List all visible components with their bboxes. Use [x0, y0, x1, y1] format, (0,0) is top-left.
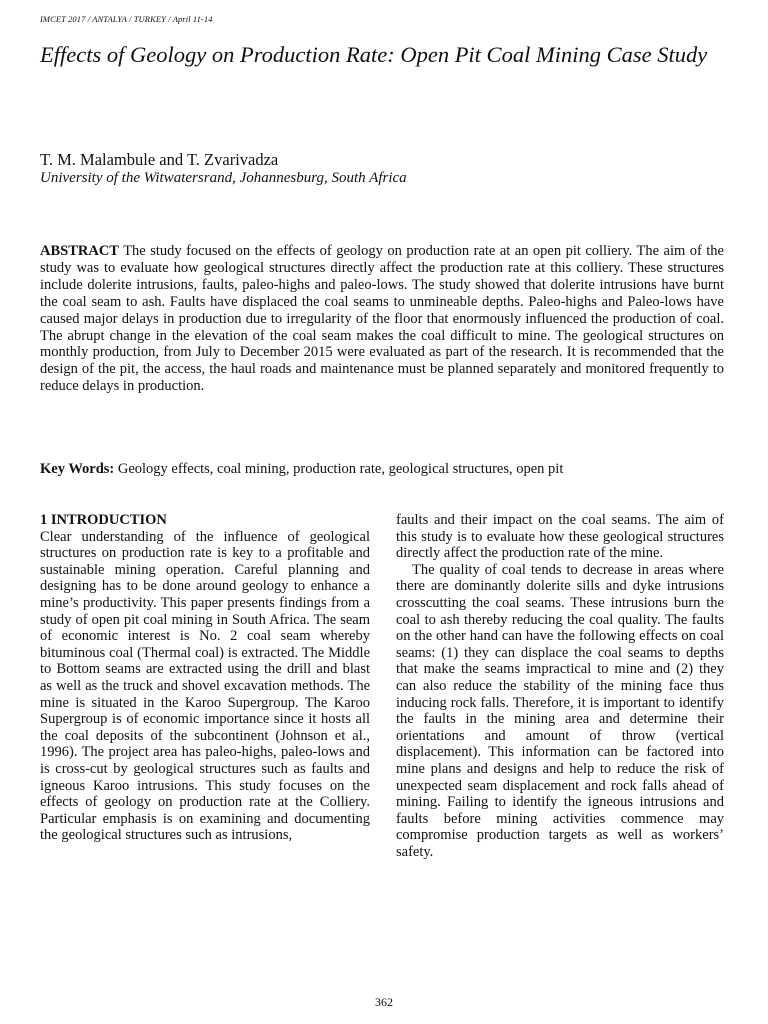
abstract-text: The study focused on the effects of geology on production rate at an open pit colliery. The aim of the study was to evaluate how geological structures directly affect the production rate at this colliery. These structures include dolerite intrusions, faults, paleo-highs and paleo-lows. The study showed that dolerite intrusions have burnt the coal seam to ash. Faults have displaced the coal seams to unmineable depths. Paleo-highs and Paleo-lows have caused major delays in production due to irregularity of the floor that enormously influenced the production of coal. The abrupt change in the elevation of the coal seam makes the coal difficult to mine. The geological structures on monthly production, from July to December 2015 were evaluated as part of the research. It is recommended that the design of the pit, the access, the haul roads and maintenance must be planned separately and monitored frequently to reduce delays in production.: [40, 243, 724, 395]
intro-paragraph-1: Clear understanding of the influence of geological structures on production rate is key to a profitable and sustainable mining operation. Careful planning and designing has to be done around geology to enhance a mine’s productivity. This paper presents findings from a study of open pit coal mining in South Africa. The seam of economic interest is No. 2 coal seam whereby bituminous coal (Thermal coal) is extracted. The Middle to Bottom seams are extracted using the drill and blast as well as the truck and shovel excavation methods. The mine is situated in the Karoo Supergroup. The Karoo Supergroup is of economic importance since it hosts all the coal deposits of the subcontinent (Johnson et al., 1996). The project area has paleo-highs, paleo-lows and is cross-cut by geological structures such as faults and igneous Karoo intrusions. This study focuses on the effects of geology on production rate at the Colliery. Particular emphasis is on examining and documenting the geological structures such as intrusions,: [40, 528, 370, 844]
body-column-right: [396, 512, 724, 860]
section-heading-introduction: 1 INTRODUCTION: [40, 512, 167, 528]
keywords-section: [40, 461, 730, 478]
intro-paragraph-2: The quality of coal tends to decrease in areas where there are dominantly dolerite sills and dyke intrusions crosscutting the coal seams. These intrusions burn the coal to ash thereby reducing the coal quality. The faults on the other hand can have the following effects on coal seams: (1) they can displace the coal seams to depths that make the seams impractical to mine and (2) they can also reduce the stability of the mining face thus inducing rock falls. Therefore, it is important to identify the faults in the mining area and determine their orientations and amount of throw (vertical displacement). This information can be factored into mine plans and designs and help to reduce the risk of unexpected seam displacement and rock falls ahead of mining. Failing to identify the igneous intrusions and faults before mining activities commence may compromise production targets as well as workers’ safety.: [396, 561, 724, 860]
keywords-label: Key Words:: [40, 461, 115, 477]
paper-title: Effects of Geology on Production Rate: Open Pit Coal Mining Case Study: [40, 42, 708, 67]
author-affiliation: University of the Witwatersrand, Johannesburg, South Africa: [40, 170, 407, 186]
page-number: 362: [375, 995, 393, 1009]
intro-paragraph-1-continued: faults and their impact on the coal seams. The aim of this study is to evaluate how these geological structures directly affect the production rate of the mine.: [396, 512, 724, 562]
paper-authors: T. M. Malambule and T. Zvarivadza: [40, 150, 279, 169]
conference-header: IMCET 2017 / ANTALYA / TURKEY / April 11-14: [40, 14, 213, 24]
abstract-section: [40, 243, 724, 395]
abstract-label: ABSTRACT: [40, 243, 119, 259]
keywords-text: Geology effects, coal mining, production rate, geological structures, open pit: [117, 461, 564, 477]
body-column-left: [40, 512, 370, 844]
